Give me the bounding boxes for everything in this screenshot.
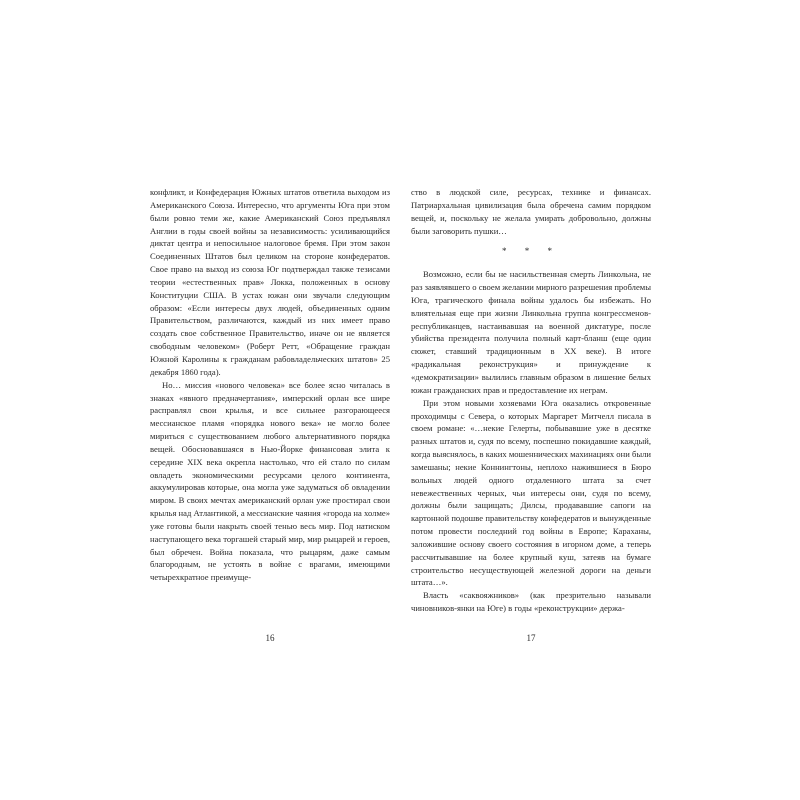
left-paragraph-2: Но… миссия «нового человека» все более ясно читалась в знаках «явного предначертания», имперский орлан все шире расправлял свои крылья, и все сильнее разгорающееся мессианское пламя «порядка нового века» не могло более мириться с существованием любого альтернативного порядка вещей. Обосновавшаяся в Нью-Йорке финансовая элита к середине XIX века окрепла настолько, что ей стало по силам овладеть экономическими ресурсами целого континента, аккумулировав которые, она могла уже задуматься об овладении миром. В своих мечтах американский орлан уже простирал свои крылья над Атлантикой, а мессианские чаяния «города на холме» уже готовы были накрыть своей тенью весь мир. Под натиском наступающего века торгашей старый мир, мир рыцарей и героев, был обречен. Война показала, что рыцарям, даже самым благородным, не устоять в войне с врагами, имеющими четырехкратное преимуще-: [150, 379, 390, 583]
right-paragraph-1: Возможно, если бы не насильственная смерть Линкольна, не раз заявлявшего о своем желании мирного разрешения проблемы Юга, трагического финала войны удалось бы избежать. Но влиятельная еще при жизни Линкольна группа конгрессменов-республиканцев, настаивавшая на военной диктатуре, после убийства президента получила полный карт-бланш (еще один сюжет, ставший традиционным в XX веке). В итоге «радикальная реконструкция» и принуждение к «демократизации» вылились главным образом в лишение белых южан гражданских прав и предоставление их неграм.: [411, 269, 651, 395]
page-number-right: 17: [526, 633, 536, 643]
section-separator: * * *: [502, 246, 560, 257]
left-paragraph-1: конфликт, и Конфедерация Южных штатов ответила выходом из Американского Союза. Интересно, что аргументы Юга при этом были ровно теми же, какие Американский Союз предъявлял Англии в годы своей войны за независимость: усиливающийся диктат центра и непосильное налоговое бремя. При этом закон Соединенных Штатов был целиком на стороне конфедератов. Свое право на выход из союза Юг подтверждал также тезисами теории «естественных прав» Локка, положенных в основу Конституции США. В устах южан они звучали следующим образом: «Если интересы двух людей, объединенных одним Правительством, различаются, каждый из них имеет право создать свое собственное Правительство, иначе он не является свободным человеком» (Роберт Ретт, «Обращение граждан Южной Каролины к гражданам рабовладельческих штатов» 25 декабря 1860 года).: [150, 187, 390, 377]
right-opening-paragraph: ство в людской силе, ресурсах, технике и финансах. Патриархальная цивилизация была обречена самим порядком вещей, и, поскольку не желала умирать добровольно, должны были заговорить пушки…: [411, 187, 651, 236]
left-page-text: [150, 186, 390, 584]
page-number-left: 16: [265, 633, 275, 643]
right-page-text: [411, 186, 651, 615]
right-paragraph-3: Власть «саквояжников» (как презрительно называли чиновников-янки на Юге) в годы «реконструкции» держа-: [411, 590, 651, 614]
right-paragraph-2: При этом новыми хозяевами Юга оказались откровенные проходимцы с Севера, о которых Маргарет Митчелл писала в своем романе: «…некие Гелерты, побывавшие уже в десятке разных штатов и, судя по всему, поспешно покидавшие каждый, когда выяснялось, в каких мошеннических махинациях они были замешаны; некие Коннингтоны, неплохо нажившиеся в Бюро вольных людей одного отдаленного штата за счет невежественных черных, чьи интересы они, судя по всему, должны были защищать; Дилсы, продававшие сапоги на картонной подошве правительству конфедератов и вынужденные потом провести последний год войны в Европе; Караханы, заложившие основу своего состояния в игорном доме, а теперь рассчитывавшие на более крупный куш, затеяв на бумаге строительство несуществующей железной дороги на деньги штата…».: [411, 397, 651, 588]
